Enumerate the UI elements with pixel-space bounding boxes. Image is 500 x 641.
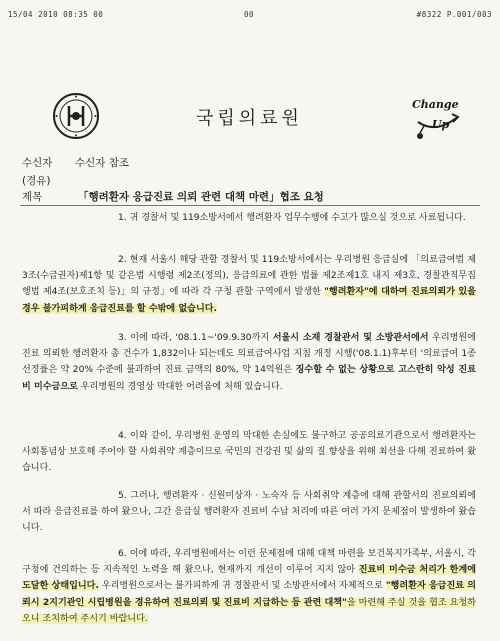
subject-label: 제목 bbox=[22, 191, 43, 203]
paragraph-6-highlight-a: 진료비 미수금 처리가 한계에 도달한 상태입니다. bbox=[22, 565, 476, 592]
paragraph-6-highlight-b: "행려환자 응급진료 의뢰시 2지기관인 시립병원을 경유하여 진료의뢰 및 진료비 지급하는 등 관련 대책" bbox=[22, 581, 476, 608]
paragraph-4-text: 4. 이와 같이, 우리병원 운영의 막대한 손실에도 불구하고 공공의료기관으로서 행려환자는 사회통념상 보호해 주어야 할 사회취약 계층이므로 국민의 건강권 및 삶의 질 향상을 위해 최선을 다해 진료하여 왔습니다. bbox=[22, 431, 476, 474]
paragraph-6-text-c: 을 마련해 주실 것을 협조 요청하오니 조치하여 주시기 바랍니다. bbox=[22, 597, 476, 624]
subject-divider bbox=[20, 205, 480, 206]
recipient-label: 수신자 bbox=[22, 157, 53, 169]
paragraph-6-text-a: 6. 이에 따라, 우리병원에서는 이런 문제점에 대해 대책 마련을 보건복지가족부, 서울시, 각 구청에 건의하는 등 지속적인 노력을 해 왔으나, 현재까지 개선이 이루어 지지 않아 bbox=[22, 549, 476, 576]
paragraph-3-text-e: 우리병원의 경영상 막대한 어려움에 처해 있습니다. bbox=[77, 381, 283, 392]
paragraph-2 bbox=[22, 252, 476, 317]
paragraph-1 bbox=[22, 210, 476, 226]
slogan-line-1: Change bbox=[412, 98, 459, 111]
paragraph-3-bold-d: 징수할 수 없는 상황으로 고스란히 악성 진료비 미수금으로 bbox=[22, 365, 476, 392]
paragraph-3-bold-a: 서울시 소재 경찰관서 및 소방관서에서 bbox=[272, 333, 429, 343]
paragraph-3-text-c: 우리병원에 진료 의뢰한 행려환자 총 건수가 1,832이나 되는데도 의료급여사업 지침 개정 시행('08.1.1)후부터 '의료급여 1종 선정률은 약 20% 수준에 불과하여 진료 금액의 80%, 약 14억원은 bbox=[22, 333, 476, 376]
paragraph-3 bbox=[22, 330, 476, 395]
paragraph-3-text-a: 3. 이에 따라, '08.1.1~'09.9.30까지 bbox=[118, 333, 273, 343]
subject-text: 「행려환자 응급진료 의뢰 관련 대책 마련」협조 요청 bbox=[78, 191, 324, 203]
paragraph-6-text-b: 우리병원으로서는 불가피하게 귀 경찰관서 및 소방관서에서 자체적으로 bbox=[98, 581, 386, 592]
paragraph-2-highlight: "행려환자"에 대하여 진료의뢰가 있을 경우 불가피하게 응급진료를 할 수밖에 없습니다. bbox=[22, 287, 476, 314]
organization-name: 국립의료원 bbox=[196, 108, 303, 129]
paragraph-4 bbox=[22, 428, 476, 477]
fax-page-info: #8322 P.001/003 bbox=[416, 10, 492, 19]
paragraph-1-text: 1. 귀 경찰서 및 119소방서에서 행려환자 업무수행에 수고가 많으실 것으로 사료됩니다. bbox=[118, 213, 466, 223]
fax-code: 00 bbox=[244, 10, 255, 19]
paragraph-6 bbox=[22, 546, 476, 627]
paragraph-2-text: 2. 현재 서울시 해당 관할 경찰서 및 119소방서에서는 우리병원 응급실에 「의료급여법 제3조(수급권자)제1항 및 같은법 시행령 제2조(정의), 응급의료에 관한 법률 제2조제1호 내지 제3호, 경찰관직무집행법 제4조(보호조치 등)」의 규정」에 따라 각 구청 관할 구역에서 발생한 bbox=[22, 255, 476, 298]
recipient-value: 수신자 참조 bbox=[75, 157, 130, 169]
slogan-line-2: Up bbox=[432, 118, 450, 131]
paragraph-5 bbox=[22, 488, 476, 537]
fax-datetime: 15/04 2010 08:35 00 bbox=[8, 10, 104, 19]
paragraph-5-text: 5. 그러나, 행려환자 · 신원미상자 · 노숙자 등 사회취약 계층에 대해 관할서의 진료의뢰에서 따라 응급진료를 하여 왔으나, 그간 응급실 행려환자 진료비 수납 처리에 따른 여러 가지 문제점이 발생하여 왔습니다. bbox=[22, 491, 476, 534]
organization-seal-logo bbox=[52, 92, 100, 140]
via-label: (경유) bbox=[22, 175, 51, 187]
